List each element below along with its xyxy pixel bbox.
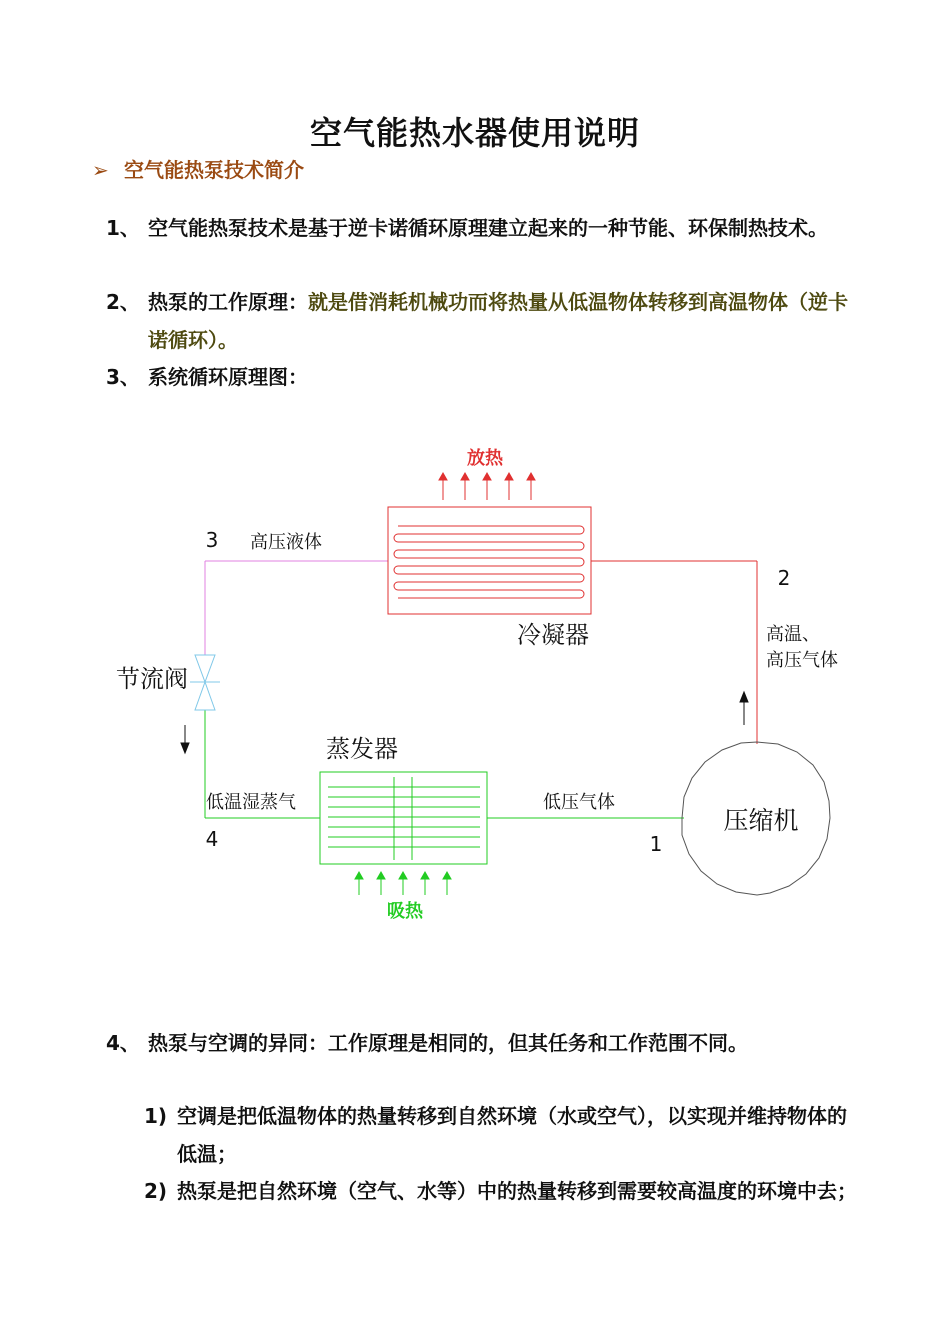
heat-absorb-arrows <box>355 872 451 895</box>
label-absorb-heat: 吸热 <box>387 901 423 922</box>
point-label-4: 4 <box>205 827 219 851</box>
item-highlight-text: 就是借消耗机械功而将热量从低温物体转移到高温物体（逆卡诺循环）。 <box>148 290 848 352</box>
label-high-temp: 高温、 <box>766 624 820 645</box>
item-number: 1、 <box>106 216 140 240</box>
label-evaporator: 蒸发器 <box>326 735 398 763</box>
arrow-bullet-icon: ➢ <box>92 158 109 182</box>
flow-down-arrow-icon <box>181 725 189 753</box>
label-condenser: 冷凝器 <box>517 621 589 649</box>
item-number: 4、 <box>106 1031 140 1055</box>
item-number: 2、 <box>106 290 140 314</box>
throttle-valve-icon <box>190 655 220 710</box>
page-title: 空气能热水器使用说明 <box>309 114 640 152</box>
item-text: 热泵的工作原理： <box>148 290 308 314</box>
item-text: 空气能热泵技术是基于逆卡诺循环原理建立起来的一种节能、环保制热技术。 <box>148 216 828 240</box>
flow-up-arrow-icon <box>740 692 748 725</box>
sub-item-number: 2) <box>144 1179 168 1203</box>
item-text: 系统循环原理图： <box>148 365 308 389</box>
sub-item-number: 1) <box>144 1104 168 1128</box>
label-high-pressure-liquid: 高压液体 <box>250 532 322 553</box>
condenser-coil <box>388 507 591 614</box>
evaporator-coil <box>320 772 487 864</box>
section-heading-text: 空气能热泵技术简介 <box>124 158 304 182</box>
label-low-temp-wet-vapor: 低温湿蒸气 <box>206 792 296 813</box>
list-item-4 <box>106 1024 866 1062</box>
sub-item-text: 热泵是把自然环境（空气、水等）中的热量转移到需要较高温度的环境中去； <box>177 1179 857 1203</box>
label-valve: 节流阀 <box>116 665 188 693</box>
point-label-1: 1 <box>649 832 663 856</box>
label-release-heat: 放热 <box>467 448 503 469</box>
sub-item-2 <box>144 1172 866 1210</box>
point-label-3: 3 <box>205 528 219 552</box>
sub-item-1 <box>144 1097 866 1173</box>
label-compressor: 压缩机 <box>723 806 799 835</box>
point-label-2: 2 <box>777 566 791 590</box>
sub-item-text: 空调是把低温物体的热量转移到自然环境（水或空气），以实现并维持物体的低温； <box>177 1104 847 1166</box>
item-text: 热泵与空调的异同：工作原理是相同的，但其任务和工作范围不同。 <box>148 1031 748 1055</box>
heat-release-arrows <box>439 473 535 500</box>
label-high-pressure-gas: 高压气体 <box>766 650 838 671</box>
label-low-pressure-gas: 低压气体 <box>543 792 615 813</box>
item-number: 3、 <box>106 365 140 389</box>
